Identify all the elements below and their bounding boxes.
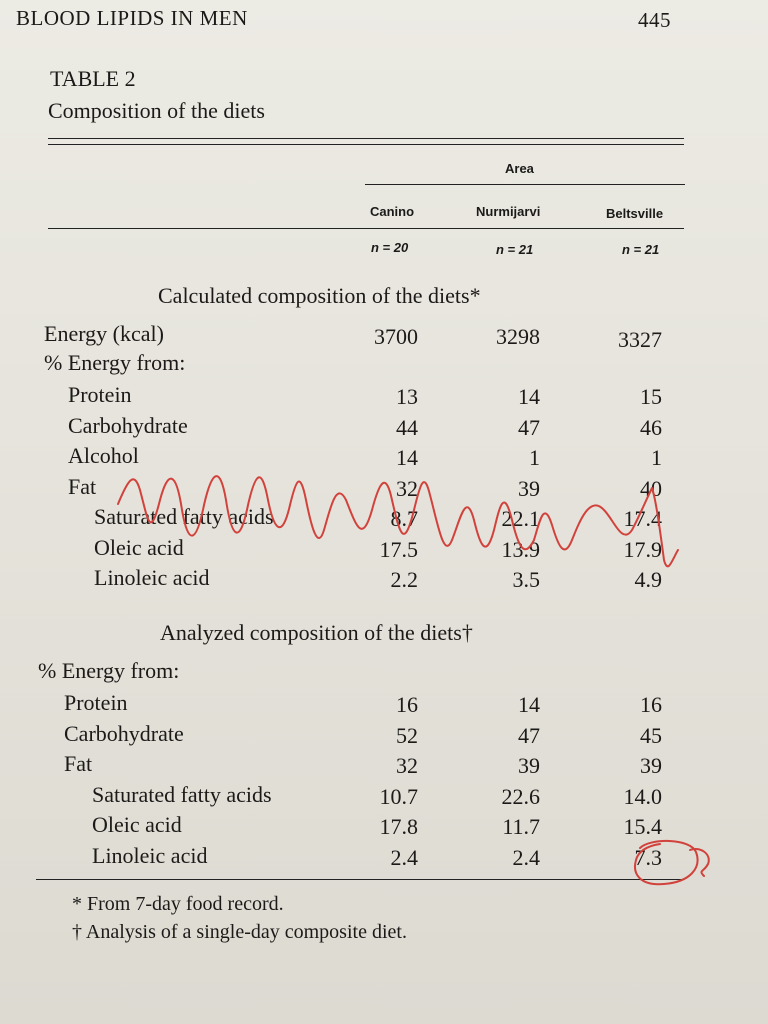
table-caption: Composition of the diets [48,98,265,123]
cell-value: 1 [529,445,540,470]
cell-value: 14.0 [623,783,662,809]
table-label: TABLE 2 [50,66,136,91]
row-label: Protein [64,690,128,715]
cell-value: 45 [640,722,662,748]
column-head-rule [48,228,684,229]
cell-value: 17.5 [379,536,418,562]
cell-value: 14 [396,445,418,470]
column-head-beltsville: Beltsville [606,206,664,221]
cell-value: 47 [518,722,540,748]
cell-value: 7.3 [634,844,662,870]
row-label: Oleic acid [92,812,182,837]
cell-value: 13.9 [501,536,540,562]
cell-value: 16 [640,692,662,717]
pct-energy-label: % Energy from: [44,350,186,375]
cell-value: 8.7 [390,506,418,531]
cell-value: 16 [396,692,418,717]
running-head: BLOOD LIPIDS IN MEN [16,6,248,30]
footnote-1: * From 7-day food record. [72,893,284,915]
area-spanner: Area [505,161,534,176]
cell-value: 14 [518,384,540,409]
cell-value: 39 [640,753,662,778]
cell-value: 2.2 [390,567,418,592]
column-head-canino: Canino [370,204,415,219]
cell-value: 52 [396,722,418,748]
cell-value: 22.1 [501,506,540,531]
cell-value: 13 [396,384,418,409]
n-nurmijarvi: n = 21 [496,242,534,257]
cell-value: 17.4 [623,506,662,531]
row-label: Alcohol [68,443,139,468]
row-label: Linoleic acid [92,842,208,868]
column-head-nurmijarvi: Nurmijarvi [476,204,541,219]
cell-value: 2.4 [390,844,418,870]
cell-value: 17.8 [379,814,418,839]
cell-value: 1 [651,445,662,470]
row-label: Protein [68,382,132,407]
cell-value: 17.9 [623,536,662,562]
energy-value: 3700 [374,324,418,349]
cell-value: 15 [640,384,662,409]
top-rule-2 [48,144,684,145]
energy-value: 3327 [618,327,662,352]
cell-value: 2.4 [512,844,540,870]
row-label: Oleic acid [94,534,184,560]
cell-value: 44 [396,414,418,440]
cell-value: 46 [640,414,662,440]
footnote-2: † Analysis of a single-day composite diet. [72,921,407,943]
cell-value: 32 [396,475,418,501]
n-beltsville: n = 21 [622,242,660,257]
cell-value: 40 [640,475,662,501]
cell-value: 39 [518,753,540,778]
cell-value: 11.7 [502,814,540,839]
pct-energy-label: % Energy from: [38,658,180,683]
row-label: Saturated fatty acids [92,781,272,807]
spanner-rule [365,184,685,185]
row-label: Fat [68,473,97,499]
bottom-rule [36,879,684,880]
cell-value: 47 [518,414,540,440]
row-label: Saturated fatty acids [94,504,274,529]
cell-value: 10.7 [379,783,418,809]
cell-value: 39 [518,475,540,501]
cell-value: 4.9 [634,567,662,592]
row-label: Carbohydrate [64,720,184,746]
row-label: Carbohydrate [68,412,188,438]
top-rule-1 [48,138,684,139]
n-canino: n = 20 [371,240,409,255]
cell-value: 3.5 [512,567,540,592]
cell-value: 15.4 [623,814,662,839]
row-label: Linoleic acid [94,565,210,590]
cell-value: 22.6 [501,783,540,809]
calculated-heading: Calculated composition of the diets* [158,283,481,308]
row-label: Fat [64,751,93,776]
cell-value: 14 [518,692,540,717]
cell-value: 32 [396,753,418,778]
analyzed-heading: Analyzed composition of the diets† [160,620,473,645]
energy-label: Energy (kcal) [44,321,164,346]
energy-value: 3298 [496,324,540,349]
page-number: 445 [638,8,671,32]
